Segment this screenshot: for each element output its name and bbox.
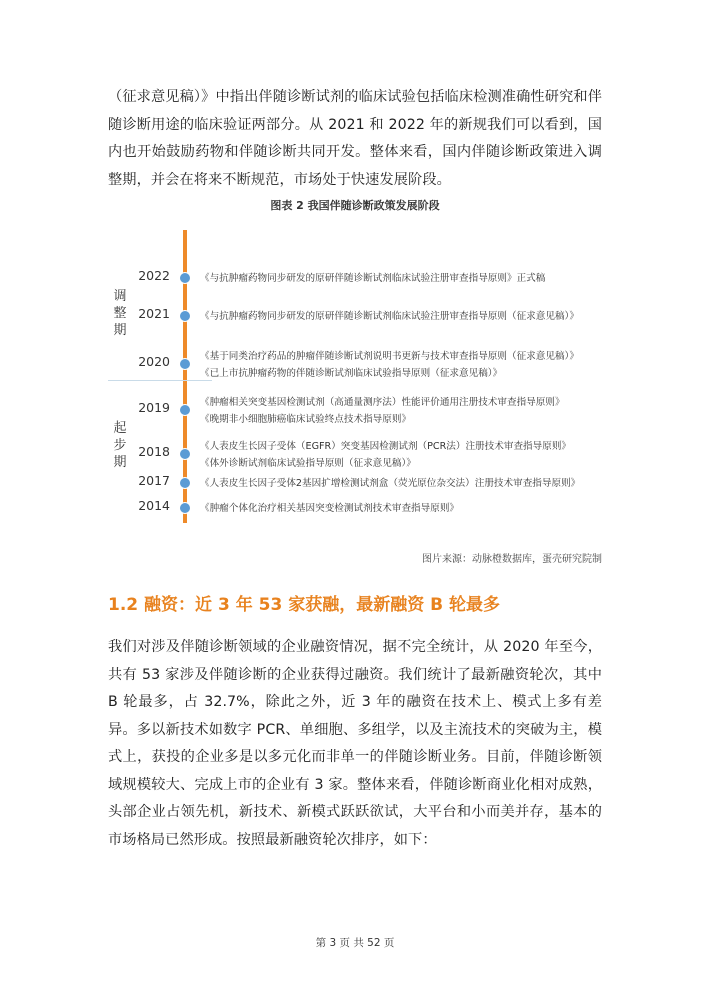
timeline-year: 2014	[138, 498, 170, 513]
timeline-dot	[179, 477, 191, 489]
timeline-dot	[179, 502, 191, 514]
intro-paragraph: （征求意见稿）》中指出伴随诊断试剂的临床试验包括临床检测准确性研究和伴随诊断用途的临床验证两部分。从 2021 和 2022 年的新规我们可以看到，国内也开始鼓励药物和伴随诊断共同开发。整体来看，国内伴随诊断政策进入调整期，并会在将来不断规范，市场处于快速发展阶段。	[108, 89, 602, 188]
timeline-dot	[179, 358, 191, 370]
timeline-dot	[179, 448, 191, 460]
timeline-year: 2022	[138, 268, 170, 283]
timeline-dot	[179, 310, 191, 322]
section-heading: 1.2 融资：近 3 年 53 家获融，最新融资 B 轮最多	[108, 595, 500, 615]
timeline-event: 《与抗肿瘤药物同步研发的原研伴随诊断试剂临床试验注册审查指导原则》正式稿	[200, 273, 546, 284]
stage-label-startup: 起 步 期	[113, 421, 127, 470]
timeline-year: 2018	[138, 444, 170, 459]
figure-title: 图表 2 我国伴随诊断政策发展阶段	[270, 199, 440, 212]
stage-label-adjustment: 调 整 期	[113, 289, 127, 338]
timeline-year: 2019	[138, 400, 170, 415]
timeline-dot	[179, 272, 191, 284]
timeline-year: 2020	[138, 354, 170, 369]
financing-paragraph: 我们对涉及伴随诊断领域的企业融资情况，据不完全统计，从 2020 年至今，共有 53 家涉及伴随诊断的企业获得过融资。我们统计了最新融资轮次，其中 B 轮最多，占 32.7%，除此之外，近 3 年的融资在技术上、模式上多有差异。多以新技术如数字 PCR、单细胞、多组学，以及主流技术的突破为主，模式上，获投的企业多是以多元化而非单一的伴随诊断业务。目前，伴随诊断领域规模较大、完成上市的企业有 3 家。整体来看，伴随诊断商业化相对成熟，头部企业占领先机，新技术、新模式跃跃欲试，大平台和小而美并存，基本的市场格局已然形成。按照最新融资轮次排序，如下：	[108, 639, 602, 848]
figure-source: 图片来源：动脉橙数据库，蛋壳研究院制	[422, 554, 602, 565]
timeline-year: 2017	[138, 473, 170, 488]
policy-timeline	[108, 220, 608, 530]
timeline-event: 《人表皮生长因子受体（EGFR）突变基因检测试剂（PCR法）注册技术审查指导原则》	[200, 441, 572, 452]
timeline-event: 《与抗肿瘤药物同步研发的原研伴随诊断试剂临床试验注册审查指导原则（征求意见稿）》	[200, 311, 579, 322]
timeline-event: 《肿瘤个体化治疗相关基因突变检测试剂技术审查指导原则》	[200, 503, 460, 514]
timeline-year: 2021	[138, 306, 170, 321]
timeline-event: 《晚期非小细胞肺癌临床试验终点技术指导原则》	[200, 414, 412, 425]
timeline-event: 《体外诊断试剂临床试验指导原则（征求意见稿）》	[200, 458, 416, 469]
timeline-event: 《肿瘤相关突变基因检测试剂（高通量测序法）性能评价通用注册技术审查指导原则》	[200, 397, 565, 408]
timeline-event: 《人表皮生长因子受体2基因扩增检测试剂盒（荧光原位杂交法）注册技术审查指导原则》	[200, 478, 581, 489]
page-number: 第 3 页 共 52 页	[315, 937, 395, 949]
timeline-event: 《基于同类治疗药品的肿瘤伴随诊断试剂说明书更新与技术审查指导原则（征求意见稿）》	[200, 351, 579, 362]
timeline-event: 《已上市抗肿瘤药物的伴随诊断试剂临床试验指导原则（征求意见稿）》	[200, 368, 503, 379]
stage-divider	[108, 380, 212, 381]
timeline-dot	[179, 404, 191, 416]
